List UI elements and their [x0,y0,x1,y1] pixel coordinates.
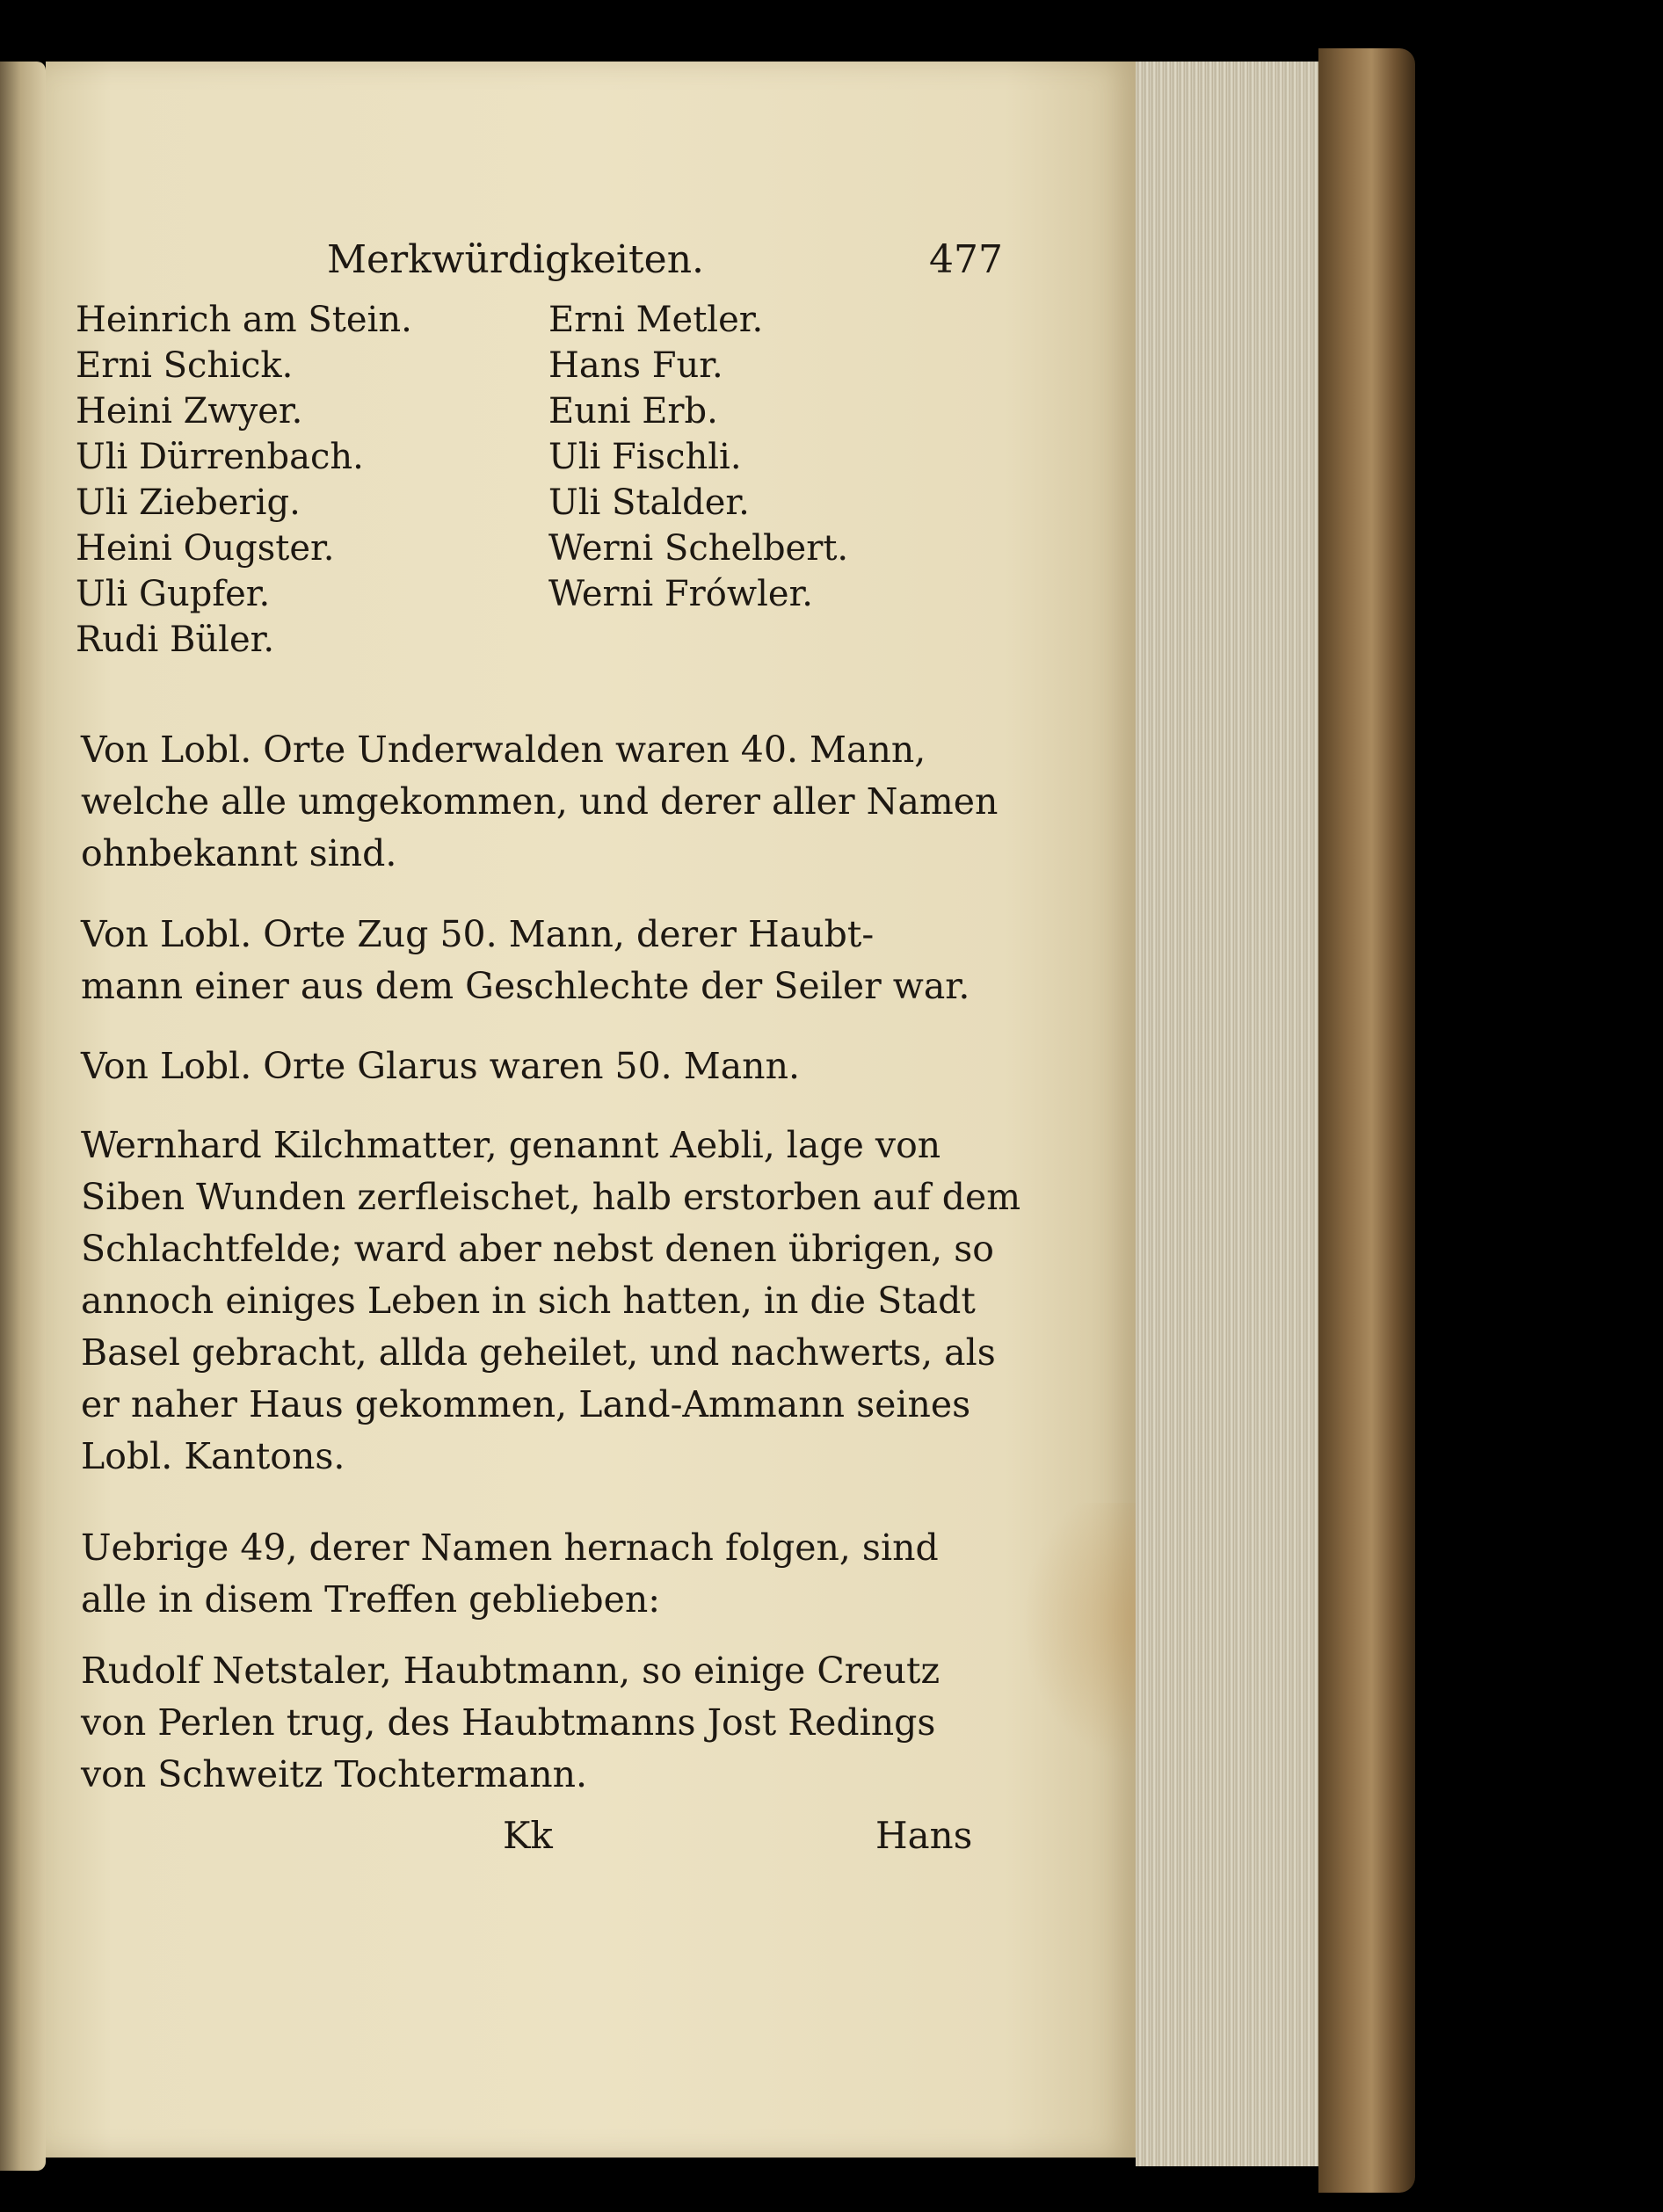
list-item: Uli Zieberig. [76,482,301,523]
text-line: Basel gebracht, allda geheilet, und nachwerts, als [81,1331,996,1374]
list-item: Heini Ougster. [76,528,335,569]
paragraph-glarus [81,1041,1004,1092]
text-line: Wernhard Kilchmatter, genannt Aebli, lage von [81,1124,941,1166]
paragraph-kilchmatter [81,1120,1021,1483]
list-item: Hans Fur. [548,345,723,386]
paragraph-underwalden [81,724,1004,880]
list-item: Rudi Büler. [76,620,275,660]
page-edges-stack [1136,62,1318,2166]
book-binding [1318,48,1415,2193]
text-line: Von Lobl. Orte Zug 50. Mann, derer Haubt- [81,913,875,955]
list-item: Euni Erb. [548,391,718,432]
text-line: Von Lobl. Orte Underwalden waren 40. Mann, [81,729,926,771]
paragraph-netstaler [81,1645,1004,1801]
text-line: welche alle umgekommen, und derer aller Namen [81,780,999,823]
list-item: Heini Zwyer. [76,391,303,432]
text-line: Von Lobl. Orte Glarus waren 50. Mann. [81,1045,801,1087]
list-item: Uli Gupfer. [76,574,271,614]
text-line: Siben Wunden zerfleischet, halb erstorben auf dem [81,1176,1021,1218]
list-item: Uli Stalder. [548,482,750,523]
list-item: Erni Metler. [548,300,764,340]
text-line: Lobl. Kantons. [81,1435,345,1477]
text-line: Rudolf Netstaler, Haubtmann, so einige Creutz [81,1650,940,1692]
previous-page-edge [0,62,46,2171]
catchword: Hans [875,1814,973,1857]
paragraph-uebrige [81,1522,1004,1626]
list-item: Heinrich am Stein. [76,300,412,340]
book-page [46,62,1136,2158]
text-line: Uebrige 49, derer Namen hernach folgen, sind [81,1527,939,1569]
list-item: Werni Frówler. [548,574,814,614]
list-item: Uli Fischli. [548,437,742,477]
text-line: von Schweitz Tochtermann. [81,1753,588,1795]
text-line: er naher Haus gekommen, Land-Ammann seines [81,1383,971,1425]
names-list-right [548,297,848,617]
running-header: Merkwürdigkeiten. [327,237,705,282]
text-line: mann einer aus dem Geschlechte der Seiler war. [81,965,970,1007]
list-item: Erni Schick. [76,345,294,386]
text-line: von Perlen trug, des Haubtmanns Jost Redings [81,1701,936,1744]
page-number: 477 [929,237,1003,282]
text-line: annoch einiges Leben in sich hatten, in die Stadt [81,1280,976,1322]
signature-mark: Kk [503,1814,553,1857]
text-line: Schlachtfelde; ward aber nebst denen übrigen, so [81,1228,994,1270]
names-list-left [76,297,412,663]
text-line: ohnbekannt sind. [81,832,397,874]
paragraph-zug [81,909,1004,1012]
list-item: Uli Dürrenbach. [76,437,364,477]
list-item: Werni Schelbert. [548,528,849,569]
text-line: alle in disem Treffen geblieben: [81,1578,661,1621]
